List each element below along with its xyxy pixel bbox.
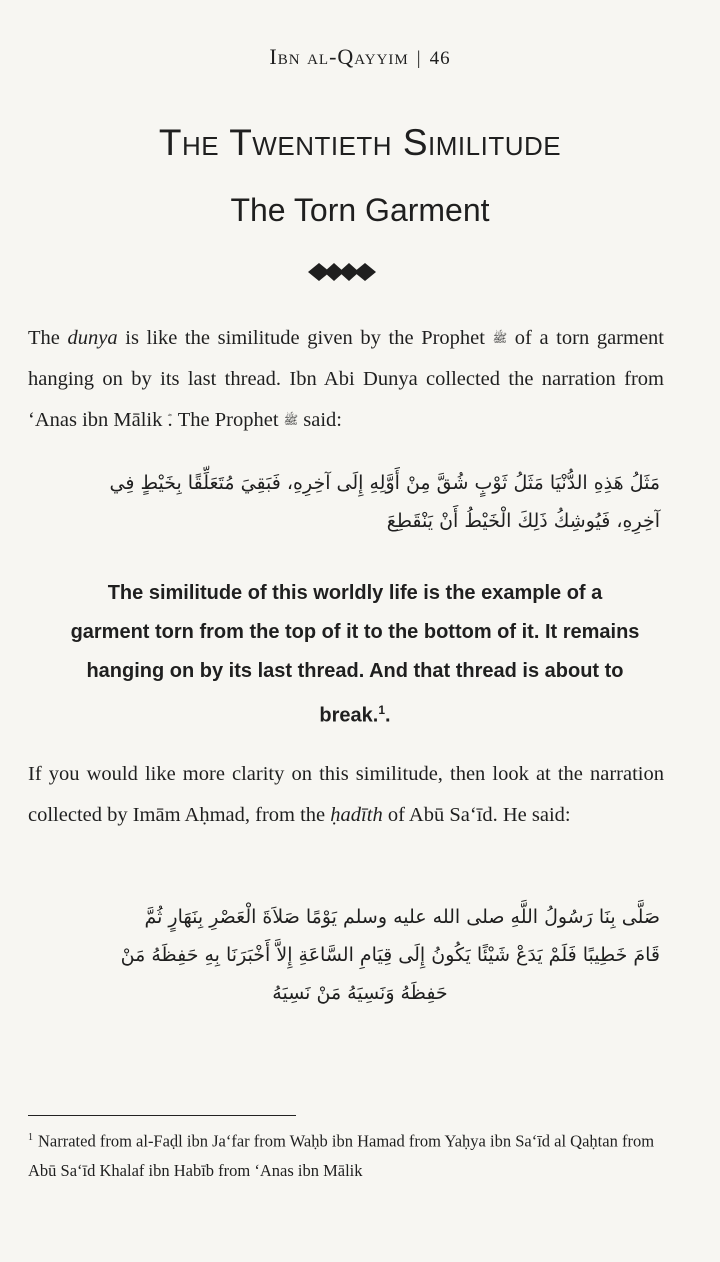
chapter-title: The Twentieth Similitude [158,122,562,163]
term-hadith: ḥadīth [330,804,383,826]
footnote-divider [28,1115,296,1116]
chapter-subtitle: The Torn Garment [230,192,490,228]
arabic-line: آخِرِهِ، فَيُوشِكُ ذَلِكَ الْخَيْطُ أَنْ يَنْقَطِعَ [386,510,660,532]
arabic-line: قَامَ خَطِيبًا فَلَمْ يَدَعْ شَيْئًا يَكُونُ إِلَى قِيَامِ السَّاعَةِ إِلاَّ أَخْبَرَنَا بِهِ حَفِظَهُ مَنْ [120,944,660,966]
running-head [0,44,720,70]
arabic-line: حَفِظَهُ وَنَسِيَهُ مَنْ نَسِيَهُ [272,982,448,1004]
paragraph-text: of a torn garment hanging on by its last thread. Ibn Abi Dunya collected the narration from ‘Anas ibn Mālik [28,327,664,431]
translation-quote [70,574,640,736]
paragraph-text: . The Prophet [167,409,284,431]
term-dunya: dunya [67,327,118,349]
running-head-separator: | [416,48,422,69]
honorific-icon: ﷺ [283,413,299,427]
page-number: 46 [429,48,451,69]
arabic-hadith-1 [60,464,660,540]
paragraph-intro [28,318,664,441]
arabic-line: مَثَلُ هَذِهِ الدُّنْيَا مَثَلُ ثَوْبٍ شُقَّ مِنْ أَوَّلِهِ إِلَى آخِرِهِ، فَبَقِيَ مُتَعَلِّقًا بِخَيْطٍ فِي [109,472,660,494]
footnote-number: 1 [28,1132,33,1143]
footnote [28,1123,664,1185]
paragraph-clarity [28,754,664,836]
paragraph-text: said: [298,409,342,431]
running-head-author: Ibn al-Qayyim [269,44,409,69]
honorific-icon: ﷺ [492,331,508,345]
arabic-hadith-2 [60,898,660,1012]
paragraph-text: If you would like more clarity on this similitude, then look at the narration collected by Imām Aḥmad, from the [28,763,664,826]
quote-punct: . [385,704,391,727]
paragraph-text: The [28,327,68,349]
diamond-ornament-icon [308,258,378,286]
footnote-reference[interactable]: 1 [378,703,386,717]
paragraph-text: of Abū Sa‘īd. He said: [382,804,571,826]
paragraph-text: is like the similitude given by the Prophet [117,327,493,349]
footnote-text: Narrated from al-Faḍl ibn Ja‘far from Waḥb ibn Hamad from Yaḥya ibn Sa‘īd al Qaḥtan from Abū Sa‘īd Khalaf ibn Habīb from ‘Anas ibn Mālik [28,1131,655,1180]
quote-text: The similitude of this worldly life is the example of a garment torn from the top of it to the bottom of it. It remains hanging on by its last thread. And that thread is about to break. [70,582,640,727]
arabic-line: صَلَّى بِنَا رَسُولُ اللَّهِ صلى الله عليه وسلم يَوْمًا صَلاَةَ الْعَصْرِ بِنَهَارٍ ثُمَّ [144,906,660,928]
